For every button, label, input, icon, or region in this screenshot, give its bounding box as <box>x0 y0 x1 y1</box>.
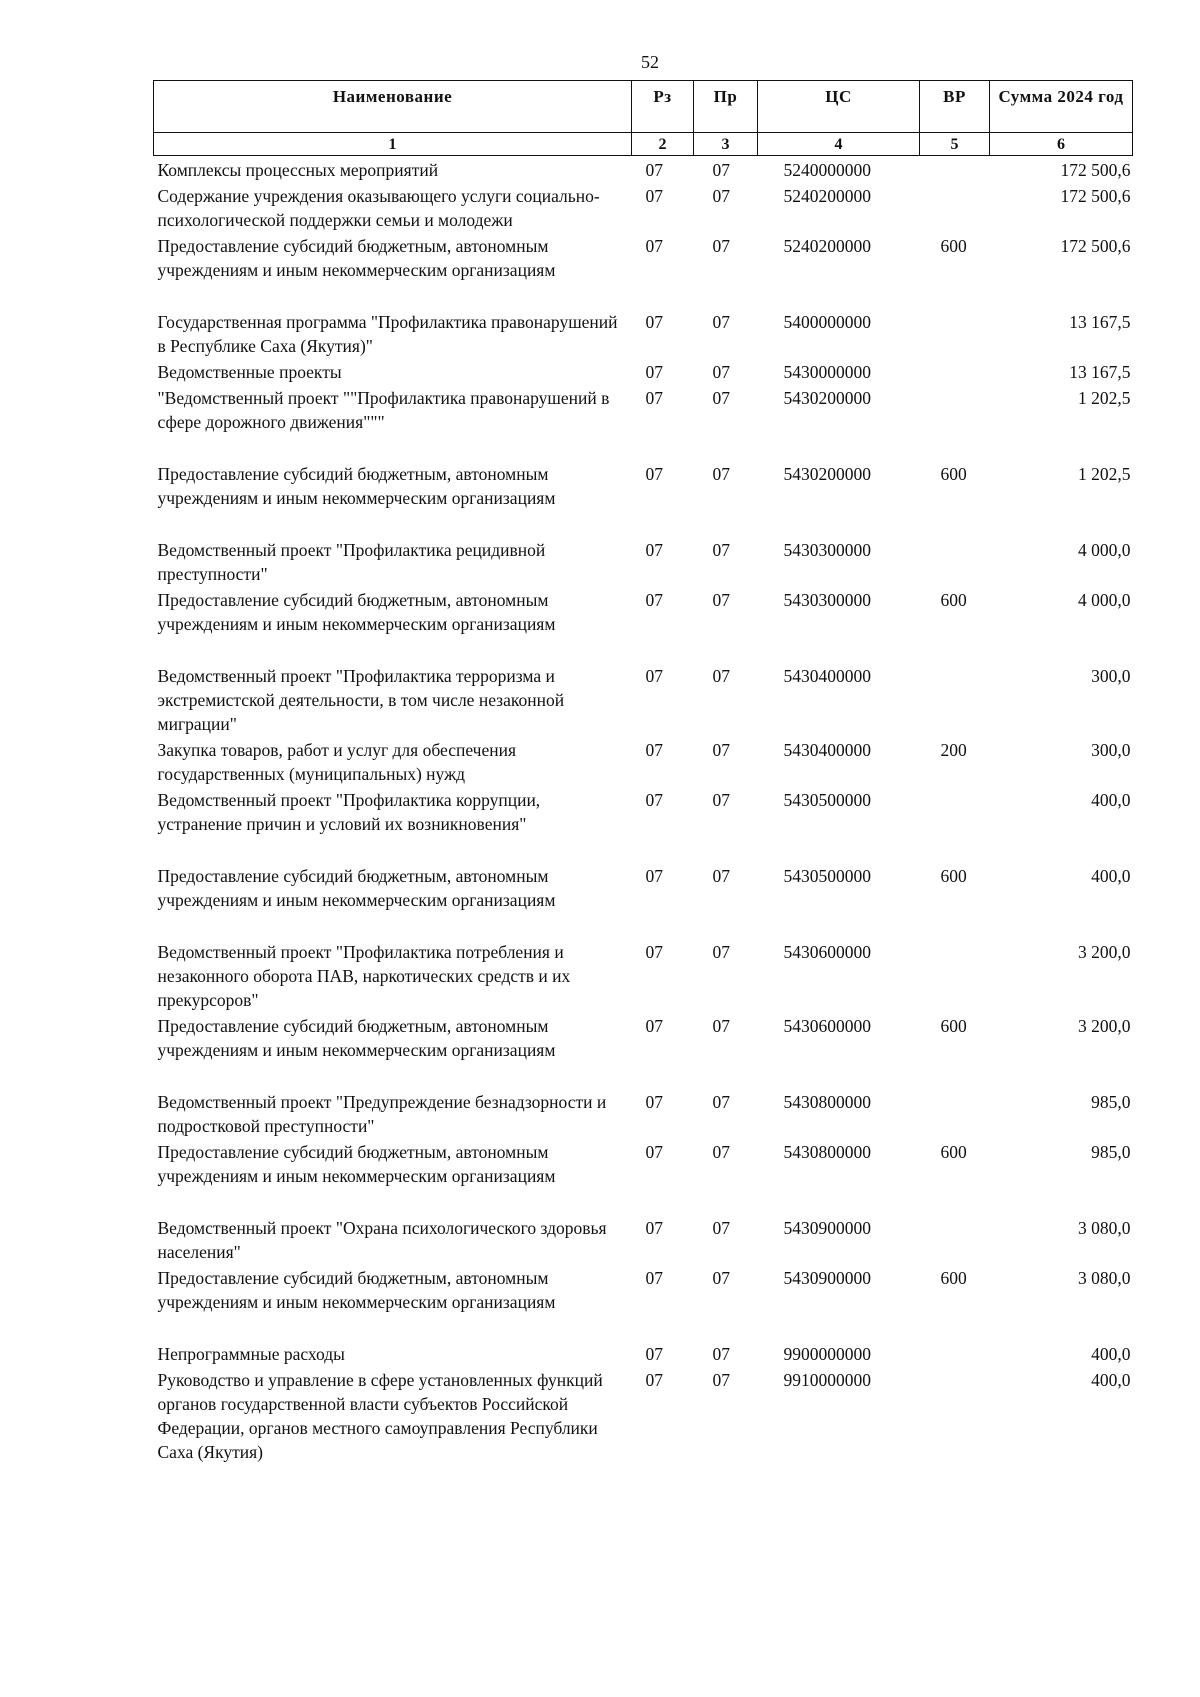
cell-cs: 5400000000 <box>783 312 871 332</box>
table-row <box>154 358 1133 384</box>
cell-name: Предоставление субсидий бюджетным, автономным учреждениям и иным некоммерческим организациям <box>157 464 556 508</box>
cell-name: Предоставление субсидий бюджетным, автономным учреждениям и иным некоммерческим организациям <box>157 1142 556 1186</box>
cell-sum: 985,0 <box>1091 1142 1131 1162</box>
cell-pr: 07 <box>712 312 730 332</box>
cell-name: Ведомственный проект "Профилактика рецидивной преступности" <box>157 540 546 584</box>
table-row <box>154 460 1133 536</box>
column-number: 4 <box>758 133 920 156</box>
cell-pr: 07 <box>712 236 730 256</box>
header-cs: ЦС <box>758 81 920 133</box>
cell-name: Предоставление субсидий бюджетным, автономным учреждениям и иным некоммерческим организациям <box>157 1016 556 1060</box>
cell-vr: 600 <box>940 464 967 484</box>
cell-vr: 600 <box>940 590 967 610</box>
cell-pr: 07 <box>712 1092 730 1112</box>
cell-cs: 5430000000 <box>783 362 871 382</box>
cell-name: "Ведомственный проект ""Профилактика правонарушений в сфере дорожного движения""" <box>157 388 610 432</box>
cell-pr: 07 <box>712 1142 730 1162</box>
cell-pr: 07 <box>712 160 730 180</box>
cell-sum: 3 200,0 <box>1078 942 1131 962</box>
cell-pr: 07 <box>712 590 730 610</box>
cell-cs: 5430600000 <box>783 1016 871 1036</box>
cell-name: Предоставление субсидий бюджетным, автономным учреждениям и иным некоммерческим организациям <box>157 866 556 910</box>
cell-name: Предоставление субсидий бюджетным, автономным учреждениям и иным некоммерческим организациям <box>157 236 556 280</box>
cell-name: Непрограммные расходы <box>157 1344 345 1364</box>
header-pr: Пр <box>694 81 758 133</box>
cell-rz: 07 <box>645 540 663 560</box>
table-row <box>154 384 1133 460</box>
cell-name: Содержание учреждения оказывающего услуги социально-психологической поддержки семьи и молодежи <box>157 186 600 230</box>
budget-table <box>153 80 1133 1464</box>
column-number: 6 <box>990 133 1133 156</box>
cell-vr <box>920 308 990 358</box>
cell-rz: 07 <box>645 186 663 206</box>
table-row <box>154 862 1133 938</box>
cell-pr: 07 <box>712 790 730 810</box>
cell-pr: 07 <box>712 186 730 206</box>
cell-pr: 07 <box>712 740 730 760</box>
cell-sum: 3 080,0 <box>1078 1268 1131 1288</box>
cell-rz: 07 <box>645 942 663 962</box>
table-row <box>154 662 1133 736</box>
cell-rz: 07 <box>645 1092 663 1112</box>
cell-cs: 5430400000 <box>783 666 871 686</box>
cell-vr: 600 <box>940 1016 967 1036</box>
cell-vr: 600 <box>940 1142 967 1162</box>
cell-name: Руководство и управление в сфере установленных функций органов государственной власти субъектов Российской Федерации, органов местного самоуправления Республики Саха (Якутия) <box>157 1370 603 1462</box>
cell-vr <box>920 1214 990 1264</box>
cell-cs: 5430200000 <box>783 388 871 408</box>
cell-vr <box>920 938 990 1012</box>
cell-sum: 4 000,0 <box>1078 540 1131 560</box>
table-row <box>154 156 1133 183</box>
cell-sum: 985,0 <box>1091 1092 1131 1112</box>
table-row <box>154 182 1133 232</box>
cell-rz: 07 <box>645 362 663 382</box>
cell-rz: 07 <box>645 1142 663 1162</box>
cell-rz: 07 <box>645 464 663 484</box>
cell-vr: 200 <box>940 740 967 760</box>
cell-sum: 300,0 <box>1091 666 1131 686</box>
cell-vr <box>920 1340 990 1366</box>
cell-cs: 5430900000 <box>783 1218 871 1238</box>
cell-name: Предоставление субсидий бюджетным, автономным учреждениям и иным некоммерческим организациям <box>157 590 556 634</box>
table-row <box>154 1138 1133 1214</box>
cell-name: Ведомственный проект "Предупреждение безнадзорности и подростковой преступности" <box>157 1092 607 1136</box>
cell-sum: 400,0 <box>1091 866 1131 886</box>
cell-name: Закупка товаров, работ и услуг для обеспечения государственных (муниципальных) нужд <box>157 740 517 784</box>
cell-cs: 5430400000 <box>783 740 871 760</box>
cell-name: Ведомственный проект "Профилактика терроризма и экстремистской деятельности, в том числе незаконной миграции" <box>157 666 565 734</box>
cell-pr: 07 <box>712 666 730 686</box>
header-name: Наименование <box>154 81 632 133</box>
column-number: 2 <box>632 133 694 156</box>
cell-pr: 07 <box>712 1344 730 1364</box>
cell-rz: 07 <box>645 236 663 256</box>
column-number-row <box>154 133 1133 156</box>
table-row <box>154 938 1133 1012</box>
cell-rz: 07 <box>645 1370 663 1390</box>
cell-name: Ведомственный проект "Профилактика коррупции, устранение причин и условий их возникновения" <box>157 790 541 834</box>
cell-rz: 07 <box>645 666 663 686</box>
header-sum: Сумма 2024 год <box>990 81 1133 133</box>
cell-pr: 07 <box>712 1268 730 1288</box>
cell-name: Комплексы процессных мероприятий <box>157 160 439 180</box>
cell-cs: 9900000000 <box>783 1344 871 1364</box>
column-number: 5 <box>920 133 990 156</box>
cell-sum: 13 167,5 <box>1069 362 1131 382</box>
table-row <box>154 1012 1133 1088</box>
cell-vr: 600 <box>940 1268 967 1288</box>
cell-rz: 07 <box>645 790 663 810</box>
cell-rz: 07 <box>645 740 663 760</box>
cell-sum: 1 202,5 <box>1078 388 1131 408</box>
cell-cs: 5430500000 <box>783 866 871 886</box>
cell-vr <box>920 662 990 736</box>
cell-vr <box>920 786 990 862</box>
cell-sum: 300,0 <box>1091 740 1131 760</box>
cell-pr: 07 <box>712 1016 730 1036</box>
cell-sum: 400,0 <box>1091 790 1131 810</box>
cell-cs: 9910000000 <box>783 1370 871 1390</box>
cell-sum: 1 202,5 <box>1078 464 1131 484</box>
table-row <box>154 536 1133 586</box>
cell-cs: 5240200000 <box>783 236 871 256</box>
table-row <box>154 736 1133 786</box>
table-body <box>154 156 1133 1465</box>
cell-vr <box>920 536 990 586</box>
cell-pr: 07 <box>712 464 730 484</box>
table-row <box>154 1214 1133 1264</box>
cell-rz: 07 <box>645 866 663 886</box>
header-row <box>154 81 1133 133</box>
cell-vr <box>920 1366 990 1464</box>
cell-cs: 5430900000 <box>783 1268 871 1288</box>
cell-vr <box>920 182 990 232</box>
cell-cs: 5430300000 <box>783 590 871 610</box>
cell-name: Ведомственные проекты <box>157 362 342 382</box>
cell-pr: 07 <box>712 942 730 962</box>
cell-rz: 07 <box>645 388 663 408</box>
cell-vr: 600 <box>940 236 967 256</box>
cell-sum: 3 200,0 <box>1078 1016 1131 1036</box>
table-row <box>154 1264 1133 1340</box>
cell-rz: 07 <box>645 1016 663 1036</box>
table-row <box>154 308 1133 358</box>
cell-rz: 07 <box>645 590 663 610</box>
cell-sum: 172 500,6 <box>1060 160 1131 180</box>
cell-vr <box>920 358 990 384</box>
table-row <box>154 1340 1133 1366</box>
table-row <box>154 1366 1133 1464</box>
table-row <box>154 586 1133 662</box>
cell-cs: 5430200000 <box>783 464 871 484</box>
table-row <box>154 786 1133 862</box>
table-row <box>154 232 1133 308</box>
cell-rz: 07 <box>645 1218 663 1238</box>
cell-vr <box>920 384 990 460</box>
cell-pr: 07 <box>712 866 730 886</box>
header-vr: ВР <box>920 81 990 133</box>
table-header <box>154 81 1133 156</box>
cell-sum: 13 167,5 <box>1069 312 1131 332</box>
cell-rz: 07 <box>645 312 663 332</box>
cell-rz: 07 <box>645 1344 663 1364</box>
cell-name: Ведомственный проект "Охрана психологического здоровья населения" <box>157 1218 607 1262</box>
cell-vr <box>920 1088 990 1138</box>
table-row <box>154 1088 1133 1138</box>
cell-pr: 07 <box>712 1370 730 1390</box>
cell-name: Государственная программа "Профилактика правонарушений в Республике Саха (Якутия)" <box>157 312 618 356</box>
cell-sum: 400,0 <box>1091 1344 1131 1364</box>
cell-sum: 172 500,6 <box>1060 186 1131 206</box>
cell-vr: 600 <box>940 866 967 886</box>
cell-cs: 5430800000 <box>783 1142 871 1162</box>
cell-sum: 400,0 <box>1091 1370 1131 1390</box>
cell-vr <box>920 156 990 183</box>
cell-pr: 07 <box>712 1218 730 1238</box>
column-number: 1 <box>154 133 632 156</box>
cell-cs: 5430600000 <box>783 942 871 962</box>
cell-name: Ведомственный проект "Профилактика потребления и незаконного оборота ПАВ, наркотических средств и их прекурсоров" <box>157 942 571 1010</box>
cell-name: Предоставление субсидий бюджетным, автономным учреждениям и иным некоммерческим организациям <box>157 1268 556 1312</box>
column-number: 3 <box>694 133 758 156</box>
cell-cs: 5240000000 <box>783 160 871 180</box>
cell-cs: 5430800000 <box>783 1092 871 1112</box>
header-rz: Рз <box>632 81 694 133</box>
cell-rz: 07 <box>645 1268 663 1288</box>
cell-cs: 5430500000 <box>783 790 871 810</box>
cell-cs: 5240200000 <box>783 186 871 206</box>
cell-sum: 3 080,0 <box>1078 1218 1131 1238</box>
page-number: 52 <box>641 52 659 72</box>
cell-sum: 172 500,6 <box>1060 236 1131 256</box>
cell-pr: 07 <box>712 362 730 382</box>
cell-pr: 07 <box>712 540 730 560</box>
cell-cs: 5430300000 <box>783 540 871 560</box>
cell-rz: 07 <box>645 160 663 180</box>
cell-sum: 4 000,0 <box>1078 590 1131 610</box>
cell-pr: 07 <box>712 388 730 408</box>
